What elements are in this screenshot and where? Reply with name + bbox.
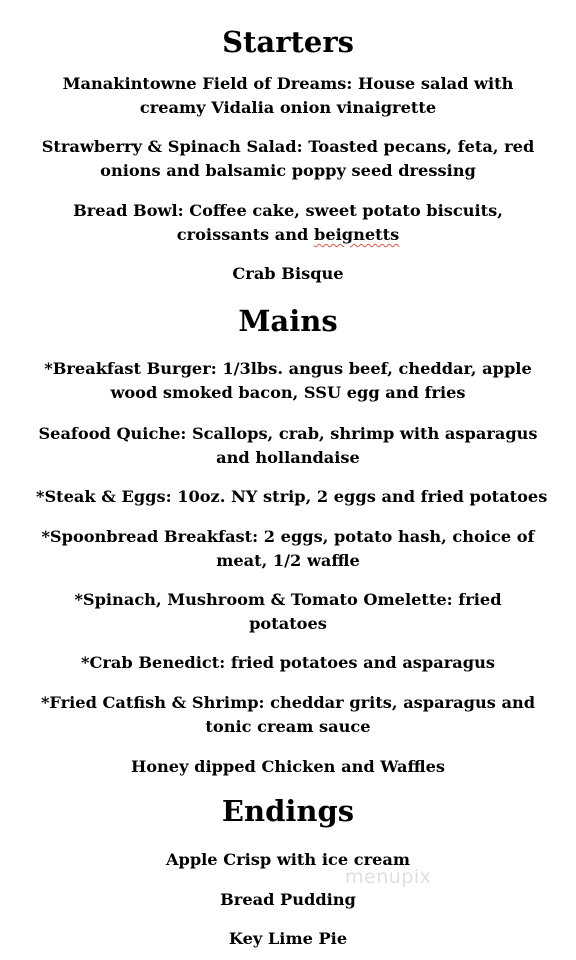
item-line: creamy Vidalia onion vinaigrette [139,98,437,117]
item-line: meat, 1/2 waffle [216,551,360,570]
item-line: *Steak & Eggs: 10oz. NY strip, 2 eggs and fried potatoes [36,487,548,506]
item-line: wood smoked bacon, SSU egg and fries [110,383,466,402]
mains-heading: Mains [238,304,338,338]
menu-item-spoonbread-breakfast [0,525,576,573]
item-line: Strawberry & Spinach Salad: Toasted pecans, feta, red [41,137,535,156]
mains-heading-block [0,303,576,339]
item-line: *Crab Benedict: fried potatoes and asparagus [81,653,495,672]
item-line: onions and balsamic poppy seed dressing [100,161,476,180]
item-line: Crab Bisque [232,264,344,283]
menu-item-apple-crisp [0,848,576,872]
starters-heading: Starters [222,25,354,59]
item-line: Manakintowne Field of Dreams: House salad with [62,74,514,93]
menu-item-seafood-quiche [0,422,576,470]
menu-item-breakfast-burger [0,357,576,405]
item-line: Key Lime Pie [228,929,348,948]
menu-item-crab-bisque [0,262,576,286]
menu-item-fried-catfish-shrimp [0,691,576,739]
menu-item-bread-bowl [0,199,576,247]
menu-item-bread-pudding [0,888,576,912]
endings-heading: Endings [221,794,355,828]
item-line: Honey dipped Chicken and Waffles [130,757,446,776]
menu-item-steak-and-eggs [0,485,576,509]
item-line: *Breakfast Burger: 1/3lbs. angus beef, cheddar, apple [44,359,532,378]
item-line: tonic cream sauce [205,717,371,736]
menupix-watermark: menupix [345,866,432,888]
endings-heading-block [0,793,576,829]
menu-item-field-of-dreams [0,72,576,120]
menu-item-strawberry-spinach-salad [0,135,576,183]
menu-item-omelette [0,588,576,636]
item-line [36,223,540,247]
menu-item-crab-benedict [0,651,576,675]
menu-item-chicken-and-waffles [0,755,576,779]
item-line: Seafood Quiche: Scallops, crab, shrimp with asparagus [38,424,538,443]
starters-heading-block [0,24,576,60]
item-line: *Fried Catfish & Shrimp: cheddar grits, asparagus and [40,693,536,712]
item-line: and hollandaise [216,448,360,467]
menu-item-key-lime-pie [0,927,576,951]
item-line: potatoes [249,614,327,633]
item-line-text: croissants and [176,225,315,244]
spellcheck-underlined-word: beignetts [314,225,400,244]
item-line: Bread Bowl: Coffee cake, sweet potato biscuits, [73,201,503,220]
item-line: *Spoonbread Breakfast: 2 eggs, potato hash, choice of [41,527,535,546]
item-line: Apple Crisp with ice cream [165,850,411,869]
item-line: Bread Pudding [220,890,356,909]
item-line: *Spinach, Mushroom & Tomato Omelette: fried [74,590,502,609]
